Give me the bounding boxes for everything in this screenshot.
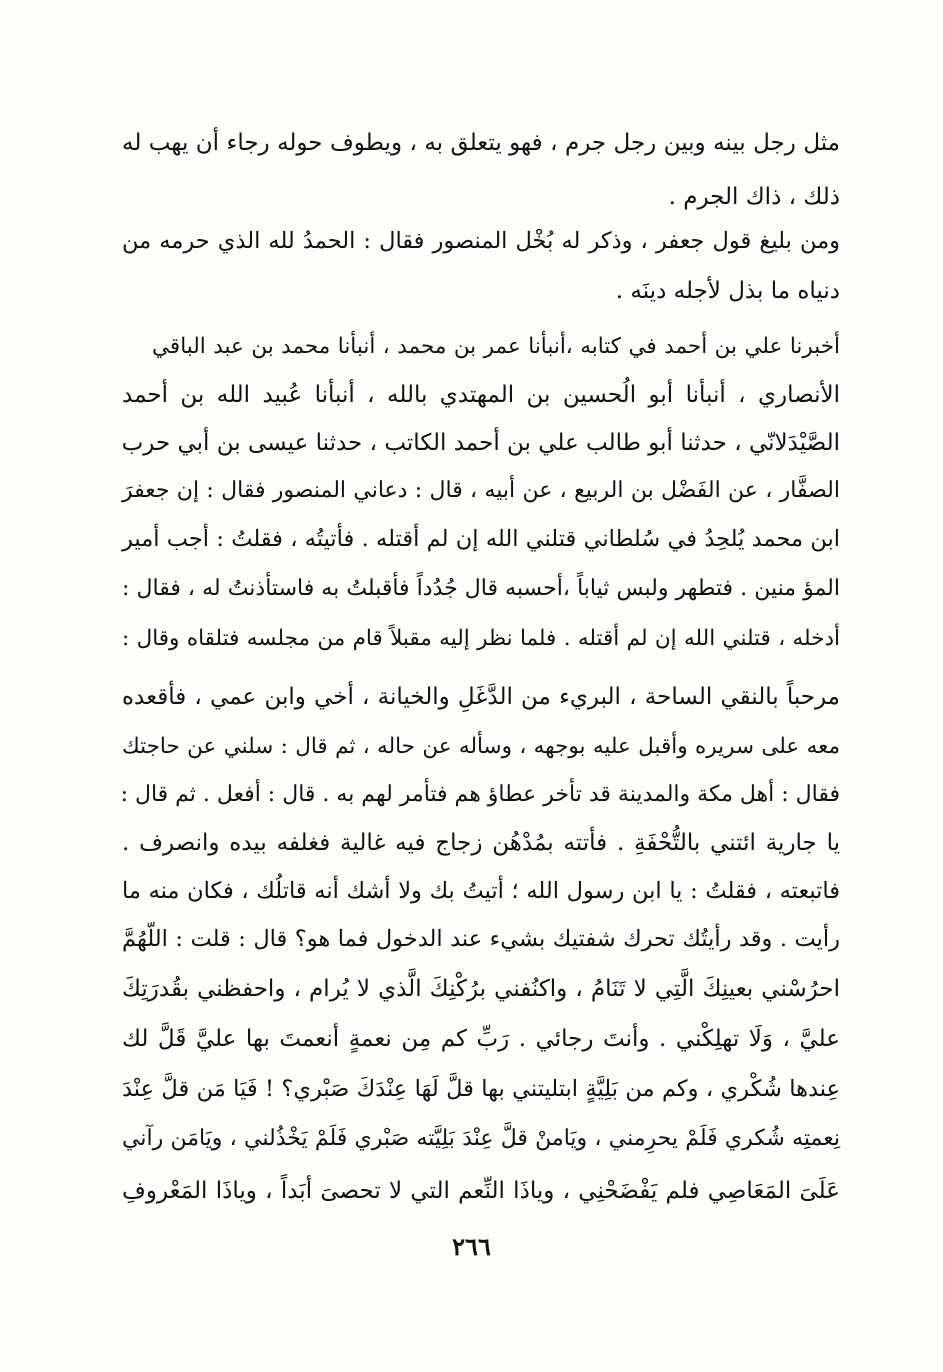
text-line: أدخله ، قتلني الله إن لم أقتله . فلما نظر إليه مقبلاً قام من مجلسه فتلقاه وقال : (122, 626, 840, 651)
text-line: نِعمتِه شُكري فَلَمْ يحرِمني ، ويَامنْ قلَّ عِنْدَ بَلِيَّته صَبْري فَلَمْ يَخْذُلني ، ويَامَن رآني (122, 1126, 840, 1151)
text-line: أخبرنا علي بن أحمد في كتابه ،أنبأنا عمر بن محمد ، أنبأنا محمد بن عبد الباقي (152, 334, 840, 359)
text-line: الصَّيْدَلانّي ، حدثنا أبو طالب علي بن أحمد الكاتب ، حدثنا عيسى بن أبي حرب (121, 430, 840, 456)
text-line: فاتبعته ، فقلتُ : يا ابن رسول الله ؛ أتيتُ بك ولا أشك أنه قاتلُك ، فكان منه ما (122, 878, 840, 904)
text-line: عِندها شُكْري ، وكم من بَلِيَّةٍ ابتليتني بها قلَّ لَهَا عِنْدَكَ صَبْري؟ ! فَيَا مَن قلَّ عِنْدَ (122, 1076, 840, 1102)
text-line: المؤ منين . فتطهر ولبس ثياباً ،أحسبه قال جُدُداً فأقبلتُ به فاستأذنتُ له ، فقال : (122, 576, 840, 601)
text-line: مرحباً بالنقي الساحة ، البريء من الدَّغَلِ والخيانة ، أخي وابن عمي ، فأقعده (122, 684, 840, 710)
page-number: ٢٦٦ (452, 1232, 491, 1261)
text-line: ومن بليغ قول جعفر ، وذكر له بُخْل المنصور فقال : الحمدُ لله الذي حرمه من (122, 228, 840, 254)
text-line: الأنصاري ، أنبأنا أبو الُحسين بن المهتدي بالله ، أنبأنا عُبيد الله بن أحمد (122, 382, 840, 408)
text-line: الصفَّار ، عن الفَضْل بن الربيع ، عن أبيه ، قال : دعاني المنصور فقال : إن جعفرَ (122, 478, 840, 503)
text-line: يا جارية ائتني بالتُّحْفَةِ . فأتته بمُدْهُن زجاج فيه غالية فغلفه بيده وانصرف . (122, 830, 840, 856)
text-line: رأيت . وقد رأيتُك تحرك شفتيك بشيء عند الدخول فما هو؟ قال : قلت : اللّهُمَّ (122, 926, 840, 952)
text-line: مثل رجل بينه وبين رجل جرم ، فهو يتعلق به ، ويطوف حوله رجاء أن يهب له (122, 130, 840, 156)
text-line: ابن محمد يُلحِدُ في سُلطاني قتلني الله إن لم أقتله . فأتيتُه ، فقلتُ : أجب أمير (122, 526, 840, 552)
text-line: دنياه ما بذل لأجله دينَه . (615, 278, 840, 304)
text-line: ذلك ، ذاك الجرم . (668, 184, 840, 210)
text-line: عليَّ ، وَلَا تهلِكْني . وأنتَ رجائي . رَبِّ كم مِن نعمةٍ أنعمتَ بها عليَّ قَلَّ لك (122, 1026, 840, 1052)
text-line: معه على سريره وأقبل عليه بوجهه ، وسأله عن حاله ، ثم قال : سلني عن حاجتك (122, 734, 840, 759)
text-line: عَلَىَ المَعَاصِي فلم يَفْضَحْنِي ، وياذَا النِّعم التي لا تحصىَ أبَداً ، وياذَا المَعْروفِ (122, 1178, 840, 1204)
text-line: احرُسْني بعينِكَ الَّتِي لا تَنَامُ ، واكنُفني برُكْنِكَ الَّذي لا يُرام ، واحفظني بقُدرَتِكَ (122, 976, 840, 1002)
text-line: فقال : أهل مكة والمدينة قد تأخر عطاؤ هم فتأمر لهم به . قال : أفعل . ثم قال : (120, 782, 840, 807)
